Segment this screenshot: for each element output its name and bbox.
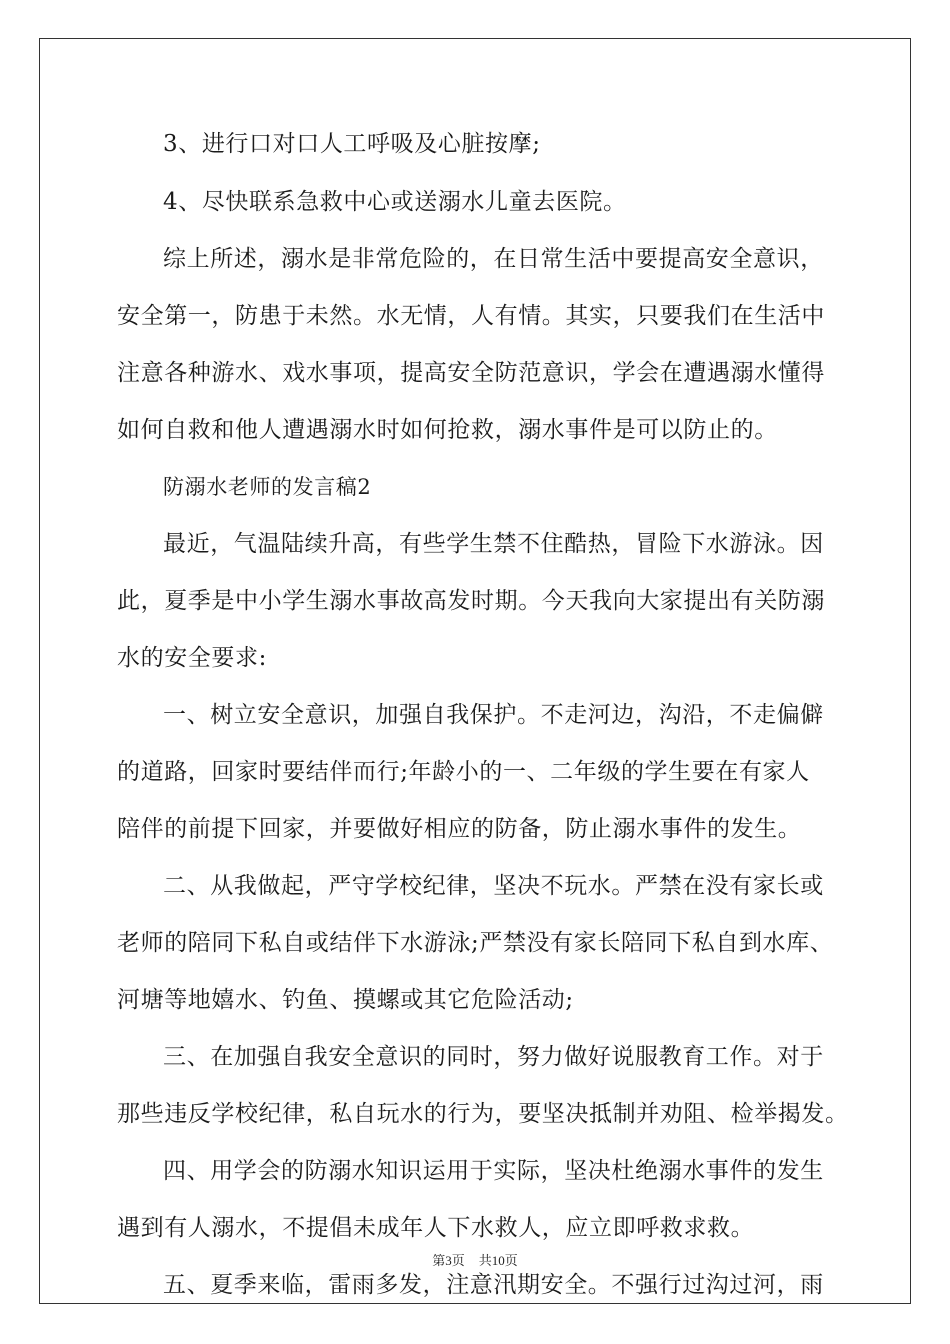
paragraph-line: 一、树立安全意识，加强自我保护。不走河边，沟沿，不走偏僻 xyxy=(163,702,824,728)
paragraph-line: 如何自救和他人遭遇溺水时如何抢救，溺水事件是可以防止的。 xyxy=(117,417,778,443)
paragraph-line: 4、尽快联系急救中心或送溺水儿童去医院。 xyxy=(163,189,627,215)
page-number: 第3页 xyxy=(432,1253,465,1268)
paragraph-line: 遇到有人溺水，不提倡未成年人下水救人，应立即呼救求救。 xyxy=(117,1215,755,1241)
paragraph-line: 注意各种游水、戏水事项，提高安全防范意识，学会在遭遇溺水懂得 xyxy=(117,360,825,386)
section-heading: 防溺水老师的发言稿2 xyxy=(163,475,372,499)
paragraph-line: 3、进行口对口人工呼吸及心脏按摩; xyxy=(163,131,541,157)
paragraph-line: 那些违反学校纪律，私自玩水的行为，要坚决抵制并劝阻、检举揭发。 xyxy=(117,1101,849,1127)
paragraph-line: 五、夏季来临，雷雨多发，注意汛期安全。不强行过沟过河，雨 xyxy=(163,1272,824,1298)
paragraph-line: 安全第一，防患于未然。水无情，人有情。其实，只要我们在生活中 xyxy=(117,303,825,329)
paragraph-line: 四、用学会的防溺水知识运用于实际，坚决杜绝溺水事件的发生 xyxy=(163,1158,824,1184)
paragraph-line: 最近，气温陆续升高，有些学生禁不住酷热，冒险下水游泳。因 xyxy=(163,531,824,557)
paragraph-line: 三、在加强自我安全意识的同时，努力做好说服教育工作。对于 xyxy=(163,1044,824,1070)
paragraph-line: 综上所述，溺水是非常危险的，在日常生活中要提高安全意识， xyxy=(163,246,824,272)
page-total: 共10页 xyxy=(478,1253,518,1268)
paragraph-line: 二、从我做起，严守学校纪律，坚决不玩水。严禁在没有家长或 xyxy=(163,873,824,899)
paragraph-line: 河塘等地嬉水、钓鱼、摸螺或其它危险活动; xyxy=(117,987,574,1013)
paragraph-line: 水的安全要求: xyxy=(117,645,267,671)
page-footer xyxy=(0,1250,950,1269)
paragraph-line: 的道路，回家时要结伴而行;年龄小的一、二年级的学生要在有家人 xyxy=(117,759,810,785)
document-body xyxy=(117,128,849,1301)
paragraph-line: 此，夏季是中小学生溺水事故高发时期。今天我向大家提出有关防溺 xyxy=(117,588,825,614)
paragraph-line: 老师的陪同下私自或结伴下水游泳;严禁没有家长陪同下私自到水库、 xyxy=(117,930,834,956)
paragraph-line: 陪伴的前提下回家，并要做好相应的防备，防止溺水事件的发生。 xyxy=(117,816,802,842)
